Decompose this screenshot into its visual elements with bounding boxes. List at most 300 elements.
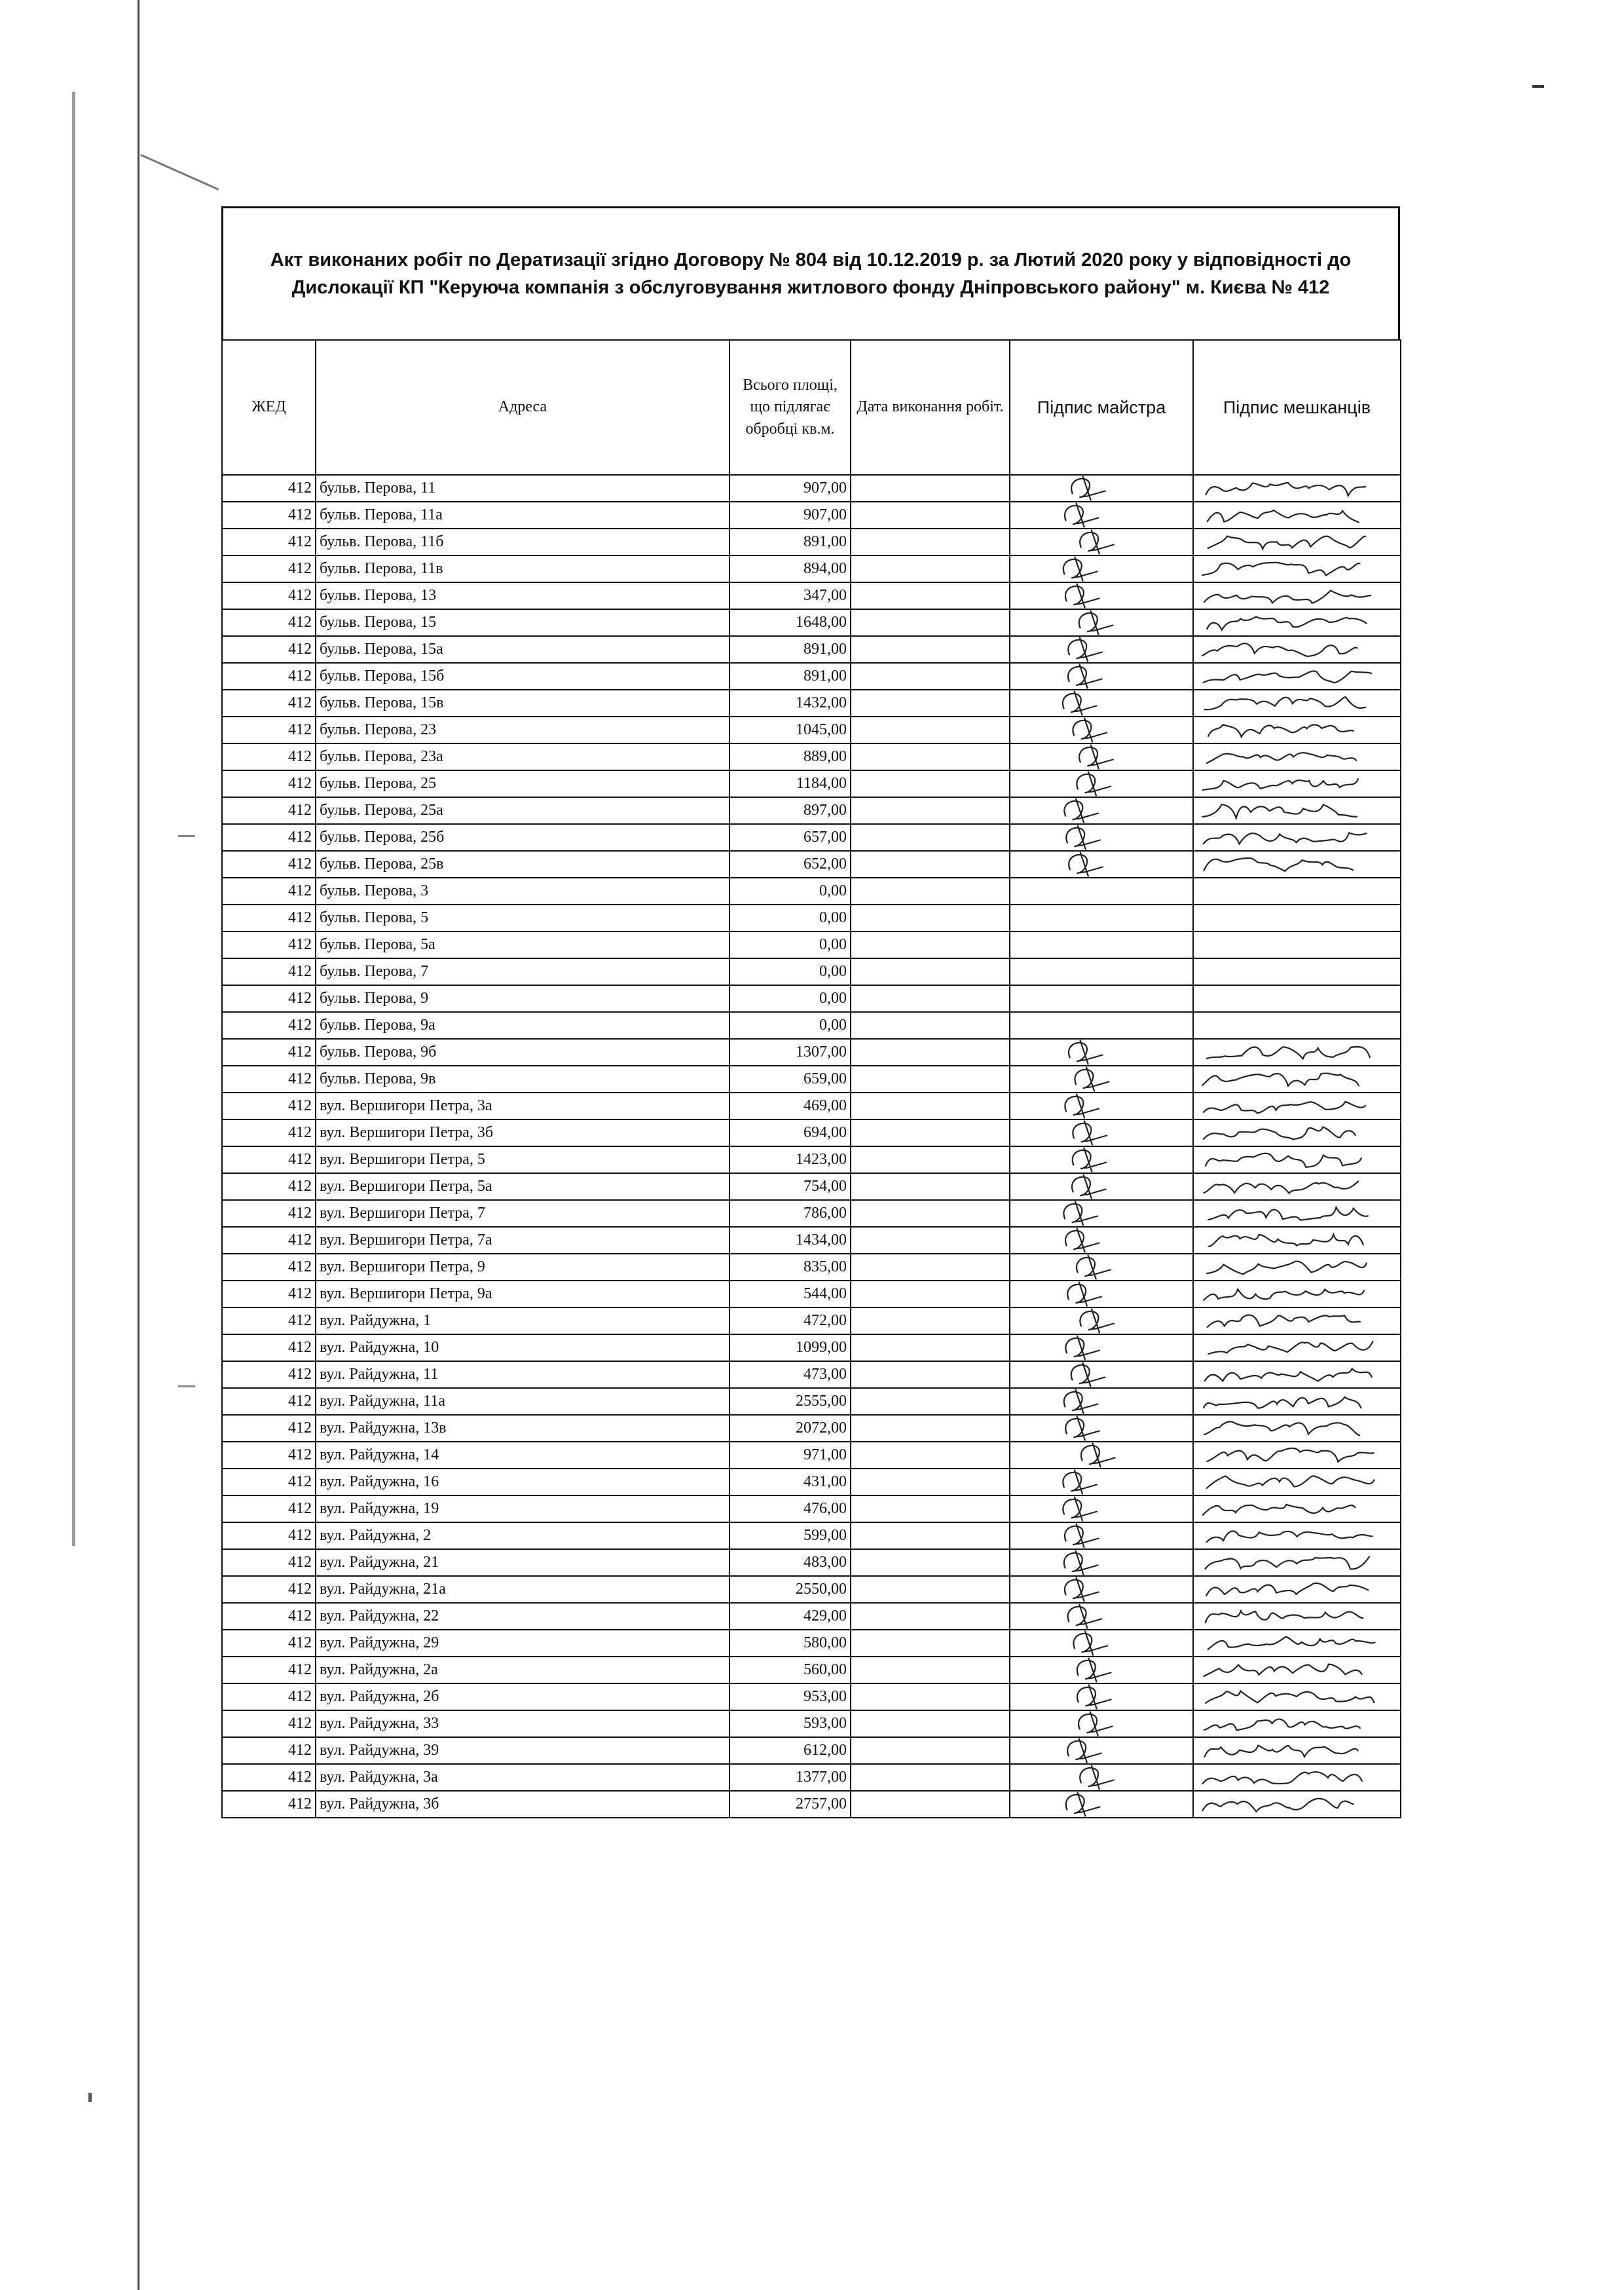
cell-address: вул. Вершигори Петра, 5 — [316, 1146, 729, 1173]
cell-address: вул. Райдужна, 21 — [316, 1549, 729, 1576]
cell-date — [851, 797, 1010, 824]
cell-master-signature — [1010, 1549, 1193, 1576]
table-row — [222, 1415, 1401, 1442]
cell-date — [851, 770, 1010, 797]
cell-master-signature — [1010, 1066, 1193, 1093]
cell-area: 652,00 — [729, 851, 851, 878]
table-row — [222, 1469, 1401, 1495]
cell-residents-signature — [1193, 1549, 1401, 1576]
cell-master-signature — [1010, 1791, 1193, 1818]
master-signature-scrawl — [1014, 1147, 1193, 1173]
table-row — [222, 1254, 1401, 1281]
cell-area: 2072,00 — [729, 1415, 851, 1442]
cell-residents-signature — [1193, 1093, 1401, 1119]
master-signature-scrawl — [1014, 476, 1193, 501]
cell-residents-signature — [1193, 1630, 1401, 1657]
cell-date — [851, 1307, 1010, 1334]
master-signature-scrawl — [1014, 1604, 1193, 1629]
cell-zhed: 412 — [222, 1012, 316, 1039]
cell-address: бульв. Перова, 25в — [316, 851, 729, 878]
cell-master-signature — [1010, 1442, 1193, 1469]
cell-date — [851, 502, 1010, 529]
cell-area: 1377,00 — [729, 1764, 851, 1791]
cell-area: 894,00 — [729, 555, 851, 582]
cell-residents-signature — [1193, 1710, 1401, 1737]
cell-residents-signature — [1193, 502, 1401, 529]
cell-master-signature — [1010, 1576, 1193, 1603]
cell-date — [851, 958, 1010, 985]
cell-master-signature — [1010, 1254, 1193, 1281]
cell-address: вул. Райдужна, 3б — [316, 1791, 729, 1818]
resident-signature-scrawl — [1197, 1228, 1401, 1253]
master-signature-scrawl — [1014, 1496, 1193, 1522]
table-row — [222, 958, 1401, 985]
cell-area: 612,00 — [729, 1737, 851, 1764]
table-header — [222, 340, 1401, 475]
table-row — [222, 878, 1401, 905]
cell-area: 593,00 — [729, 1710, 851, 1737]
table-row — [222, 985, 1401, 1012]
cell-zhed: 412 — [222, 1791, 316, 1818]
cell-address: вул. Райдужна, 2б — [316, 1683, 729, 1710]
table-row — [222, 717, 1401, 743]
cell-zhed: 412 — [222, 1603, 316, 1630]
table-row — [222, 582, 1401, 609]
table-row — [222, 824, 1401, 851]
resident-signature-scrawl — [1197, 1604, 1401, 1629]
header-zhed: ЖЕД — [222, 340, 316, 475]
cell-residents-signature — [1193, 1200, 1401, 1227]
resident-signature-scrawl — [1197, 1765, 1401, 1790]
cell-zhed: 412 — [222, 1737, 316, 1764]
cell-address: бульв. Перова, 5а — [316, 931, 729, 958]
cell-zhed: 412 — [222, 1227, 316, 1254]
cell-zhed: 412 — [222, 690, 316, 717]
cell-area: 1423,00 — [729, 1146, 851, 1173]
cell-zhed: 412 — [222, 743, 316, 770]
cell-residents-signature — [1193, 1281, 1401, 1307]
resident-signature-scrawl — [1197, 1442, 1401, 1468]
cell-date — [851, 1683, 1010, 1710]
cell-area: 2555,00 — [729, 1388, 851, 1415]
cell-date — [851, 1227, 1010, 1254]
cell-master-signature — [1010, 1200, 1193, 1227]
table-row — [222, 770, 1401, 797]
cell-date — [851, 743, 1010, 770]
cell-master-signature — [1010, 1603, 1193, 1630]
cell-date — [851, 1093, 1010, 1119]
cell-address: вул. Вершигори Петра, 7а — [316, 1227, 729, 1254]
cell-area: 657,00 — [729, 824, 851, 851]
cell-address: бульв. Перова, 15 — [316, 609, 729, 636]
cell-date — [851, 1012, 1010, 1039]
cell-area: 1432,00 — [729, 690, 851, 717]
cell-master-signature — [1010, 1657, 1193, 1683]
cell-master-signature — [1010, 1307, 1193, 1334]
cell-address: бульв. Перова, 11 — [316, 475, 729, 502]
cell-master-signature — [1010, 475, 1193, 502]
table-row — [222, 1307, 1401, 1334]
resident-signature-scrawl — [1197, 825, 1401, 850]
resident-signature-scrawl — [1197, 1147, 1401, 1173]
cell-residents-signature — [1193, 824, 1401, 851]
table-row — [222, 1012, 1401, 1039]
scan-dash — [1532, 85, 1544, 88]
cell-address: вул. Райдужна, 19 — [316, 1495, 729, 1522]
master-signature-scrawl — [1014, 825, 1193, 850]
master-signature-scrawl — [1014, 1228, 1193, 1253]
cell-zhed: 412 — [222, 663, 316, 690]
cell-area: 891,00 — [729, 663, 851, 690]
header-area: Всього площі, що підлягає обробці кв.м. — [729, 340, 851, 475]
cell-area: 0,00 — [729, 985, 851, 1012]
table-row — [222, 663, 1401, 690]
master-signature-scrawl — [1014, 502, 1193, 528]
resident-signature-scrawl — [1197, 1040, 1401, 1065]
master-signature-scrawl — [1014, 529, 1193, 555]
cell-zhed: 412 — [222, 1576, 316, 1603]
table-body — [222, 475, 1401, 1818]
cell-residents-signature — [1193, 905, 1401, 931]
cell-date — [851, 1710, 1010, 1737]
table-row — [222, 475, 1401, 502]
table-row — [222, 1576, 1401, 1603]
cell-area: 580,00 — [729, 1630, 851, 1657]
cell-address: вул. Райдужна, 33 — [316, 1710, 729, 1737]
cell-date — [851, 1334, 1010, 1361]
cell-area: 429,00 — [729, 1603, 851, 1630]
cell-area: 889,00 — [729, 743, 851, 770]
cell-master-signature — [1010, 1388, 1193, 1415]
master-signature-scrawl — [1014, 771, 1193, 797]
cell-area: 907,00 — [729, 502, 851, 529]
cell-date — [851, 529, 1010, 555]
cell-residents-signature — [1193, 1522, 1401, 1549]
resident-signature-scrawl — [1197, 1281, 1401, 1307]
master-signature-scrawl — [1014, 852, 1193, 877]
cell-area: 1307,00 — [729, 1039, 851, 1066]
cell-master-signature — [1010, 582, 1193, 609]
cell-address: бульв. Перова, 3 — [316, 878, 729, 905]
table-row — [222, 529, 1401, 555]
resident-signature-scrawl — [1197, 1416, 1401, 1441]
cell-area: 472,00 — [729, 1307, 851, 1334]
cell-date — [851, 878, 1010, 905]
cell-date — [851, 851, 1010, 878]
scan-margin-line — [138, 0, 139, 2290]
cell-date — [851, 1442, 1010, 1469]
cell-address: вул. Вершигори Петра, 3а — [316, 1093, 729, 1119]
master-signature-scrawl — [1014, 1308, 1193, 1334]
cell-area: 431,00 — [729, 1469, 851, 1495]
cell-date — [851, 1549, 1010, 1576]
cell-residents-signature — [1193, 1576, 1401, 1603]
cell-residents-signature — [1193, 1227, 1401, 1254]
resident-signature-scrawl — [1197, 717, 1401, 743]
cell-zhed: 412 — [222, 1254, 316, 1281]
resident-signature-scrawl — [1197, 798, 1401, 823]
resident-signature-scrawl — [1197, 583, 1401, 609]
cell-area: 483,00 — [729, 1549, 851, 1576]
cell-zhed: 412 — [222, 1469, 316, 1495]
cell-area: 891,00 — [729, 529, 851, 555]
master-signature-scrawl — [1014, 744, 1193, 770]
cell-date — [851, 1415, 1010, 1442]
cell-zhed: 412 — [222, 1495, 316, 1522]
cell-residents-signature — [1193, 1334, 1401, 1361]
cell-master-signature — [1010, 690, 1193, 717]
cell-zhed: 412 — [222, 851, 316, 878]
cell-master-signature — [1010, 1630, 1193, 1657]
cell-residents-signature — [1193, 1737, 1401, 1764]
cell-residents-signature — [1193, 1307, 1401, 1334]
resident-signature-scrawl — [1197, 744, 1401, 770]
resident-signature-scrawl — [1197, 556, 1401, 582]
cell-master-signature — [1010, 743, 1193, 770]
cell-master-signature — [1010, 1119, 1193, 1146]
scan-tick — [178, 1385, 195, 1387]
cell-area: 0,00 — [729, 931, 851, 958]
cell-area: 953,00 — [729, 1683, 851, 1710]
cell-master-signature — [1010, 1281, 1193, 1307]
master-signature-scrawl — [1014, 1442, 1193, 1468]
resident-signature-scrawl — [1197, 529, 1401, 555]
cell-address: бульв. Перова, 11а — [316, 502, 729, 529]
cell-residents-signature — [1193, 1683, 1401, 1710]
cell-master-signature — [1010, 985, 1193, 1012]
master-signature-scrawl — [1014, 1792, 1193, 1817]
scan-tick — [178, 835, 195, 837]
cell-date — [851, 1388, 1010, 1415]
cell-master-signature — [1010, 502, 1193, 529]
cell-date — [851, 1522, 1010, 1549]
cell-area: 971,00 — [729, 1442, 851, 1469]
cell-zhed: 412 — [222, 1361, 316, 1388]
cell-address: бульв. Перова, 5 — [316, 905, 729, 931]
cell-address: вул. Райдужна, 2а — [316, 1657, 729, 1683]
cell-master-signature — [1010, 1495, 1193, 1522]
cell-master-signature — [1010, 1683, 1193, 1710]
resident-signature-scrawl — [1197, 1684, 1401, 1710]
cell-address: бульв. Перова, 13 — [316, 582, 729, 609]
cell-residents-signature — [1193, 1066, 1401, 1093]
cell-zhed: 412 — [222, 1119, 316, 1146]
table-row — [222, 1549, 1401, 1576]
cell-residents-signature — [1193, 1361, 1401, 1388]
master-signature-scrawl — [1014, 1550, 1193, 1575]
cell-area: 2550,00 — [729, 1576, 851, 1603]
cell-residents-signature — [1193, 931, 1401, 958]
master-signature-scrawl — [1014, 690, 1193, 716]
cell-zhed: 412 — [222, 931, 316, 958]
cell-date — [851, 1495, 1010, 1522]
cell-residents-signature — [1193, 475, 1401, 502]
cell-zhed: 412 — [222, 1173, 316, 1200]
cell-residents-signature — [1193, 555, 1401, 582]
master-signature-scrawl — [1014, 1281, 1193, 1307]
cell-date — [851, 1281, 1010, 1307]
cell-residents-signature — [1193, 770, 1401, 797]
table-row — [222, 1119, 1401, 1146]
cell-address: вул. Райдужна, 2 — [316, 1522, 729, 1549]
cell-zhed: 412 — [222, 555, 316, 582]
table-row — [222, 1146, 1401, 1173]
cell-zhed: 412 — [222, 1764, 316, 1791]
table-row — [222, 502, 1401, 529]
cell-residents-signature — [1193, 985, 1401, 1012]
table-row — [222, 1657, 1401, 1683]
table-row — [222, 1683, 1401, 1710]
cell-date — [851, 985, 1010, 1012]
cell-zhed: 412 — [222, 1549, 316, 1576]
master-signature-scrawl — [1014, 1040, 1193, 1065]
cell-master-signature — [1010, 1469, 1193, 1495]
cell-zhed: 412 — [222, 797, 316, 824]
cell-master-signature — [1010, 1737, 1193, 1764]
resident-signature-scrawl — [1197, 476, 1401, 501]
cell-address: вул. Райдужна, 13в — [316, 1415, 729, 1442]
cell-area: 907,00 — [729, 475, 851, 502]
cell-residents-signature — [1193, 1388, 1401, 1415]
resident-signature-scrawl — [1197, 1577, 1401, 1602]
table-row — [222, 1388, 1401, 1415]
cell-master-signature — [1010, 931, 1193, 958]
cell-address: вул. Райдужна, 3а — [316, 1764, 729, 1791]
cell-address: вул. Вершигори Петра, 5а — [316, 1173, 729, 1200]
resident-signature-scrawl — [1197, 1792, 1401, 1817]
cell-residents-signature — [1193, 1657, 1401, 1683]
master-signature-scrawl — [1014, 1657, 1193, 1683]
cell-zhed: 412 — [222, 1442, 316, 1469]
cell-residents-signature — [1193, 1173, 1401, 1200]
master-signature-scrawl — [1014, 1174, 1193, 1199]
cell-address: вул. Вершигори Петра, 7 — [316, 1200, 729, 1227]
cell-residents-signature — [1193, 1039, 1401, 1066]
document-title: Акт виконаних робіт по Дератизації згідно Договору № 804 від 10.12.2019 р. за Лютий 2020 року у відповідності до Дислокації КП "Керуюча компанія з обслуговування житлового фонду Дніпровського району" м. Києва № 412 — [221, 206, 1400, 339]
cell-master-signature — [1010, 1334, 1193, 1361]
master-signature-scrawl — [1014, 1765, 1193, 1790]
cell-residents-signature — [1193, 1495, 1401, 1522]
cell-area: 0,00 — [729, 1012, 851, 1039]
cell-date — [851, 1254, 1010, 1281]
master-signature-scrawl — [1014, 1577, 1193, 1602]
resident-signature-scrawl — [1197, 1120, 1401, 1146]
cell-address: бульв. Перова, 11б — [316, 529, 729, 555]
table-row — [222, 1442, 1401, 1469]
master-signature-scrawl — [1014, 1469, 1193, 1495]
cell-date — [851, 1039, 1010, 1066]
cell-area: 599,00 — [729, 1522, 851, 1549]
cell-zhed: 412 — [222, 636, 316, 663]
table-row — [222, 905, 1401, 931]
cell-date — [851, 1146, 1010, 1173]
cell-address: вул. Райдужна, 11а — [316, 1388, 729, 1415]
master-signature-scrawl — [1014, 798, 1193, 823]
master-signature-scrawl — [1014, 1523, 1193, 1549]
resident-signature-scrawl — [1197, 664, 1401, 689]
table-row — [222, 1334, 1401, 1361]
cell-address: вул. Райдужна, 10 — [316, 1334, 729, 1361]
cell-date — [851, 931, 1010, 958]
cell-address: бульв. Перова, 23а — [316, 743, 729, 770]
cell-address: бульв. Перова, 25б — [316, 824, 729, 851]
master-signature-scrawl — [1014, 1335, 1193, 1361]
cell-master-signature — [1010, 529, 1193, 555]
cell-master-signature — [1010, 1764, 1193, 1791]
master-signature-scrawl — [1014, 717, 1193, 743]
cell-zhed: 412 — [222, 717, 316, 743]
master-signature-scrawl — [1014, 1066, 1193, 1092]
table-row — [222, 931, 1401, 958]
cell-residents-signature — [1193, 1469, 1401, 1495]
cell-area: 560,00 — [729, 1657, 851, 1683]
cell-address: бульв. Перова, 25 — [316, 770, 729, 797]
table-row — [222, 1737, 1401, 1764]
cell-zhed: 412 — [222, 1415, 316, 1442]
cell-residents-signature — [1193, 1254, 1401, 1281]
table-row — [222, 690, 1401, 717]
cell-date — [851, 1066, 1010, 1093]
scan-streak — [140, 154, 219, 191]
cell-date — [851, 1200, 1010, 1227]
master-signature-scrawl — [1014, 1362, 1193, 1387]
cell-area: 1434,00 — [729, 1227, 851, 1254]
master-signature-scrawl — [1014, 1389, 1193, 1414]
cell-date — [851, 905, 1010, 931]
cell-area: 0,00 — [729, 905, 851, 931]
cell-master-signature — [1010, 555, 1193, 582]
resident-signature-scrawl — [1197, 1335, 1401, 1361]
cell-address: бульв. Перова, 9 — [316, 985, 729, 1012]
scan-dot — [88, 2093, 92, 2102]
cell-master-signature — [1010, 905, 1193, 931]
cell-address: вул. Вершигори Петра, 9а — [316, 1281, 729, 1307]
cell-date — [851, 1737, 1010, 1764]
resident-signature-scrawl — [1197, 1630, 1401, 1656]
cell-area: 476,00 — [729, 1495, 851, 1522]
cell-area: 694,00 — [729, 1119, 851, 1146]
cell-area: 1184,00 — [729, 770, 851, 797]
resident-signature-scrawl — [1197, 1657, 1401, 1683]
cell-master-signature — [1010, 663, 1193, 690]
cell-address: вул. Райдужна, 16 — [316, 1469, 729, 1495]
cell-residents-signature — [1193, 851, 1401, 878]
cell-zhed: 412 — [222, 905, 316, 931]
cell-zhed: 412 — [222, 1522, 316, 1549]
act-table — [221, 339, 1401, 1818]
master-signature-scrawl — [1014, 1630, 1193, 1656]
cell-area: 544,00 — [729, 1281, 851, 1307]
table-row — [222, 797, 1401, 824]
resident-signature-scrawl — [1197, 1362, 1401, 1387]
cell-address: бульв. Перова, 15в — [316, 690, 729, 717]
cell-zhed: 412 — [222, 475, 316, 502]
resident-signature-scrawl — [1197, 1201, 1401, 1226]
table-row — [222, 1630, 1401, 1657]
resident-signature-scrawl — [1197, 690, 1401, 716]
cell-date — [851, 1791, 1010, 1818]
table-row — [222, 1603, 1401, 1630]
cell-master-signature — [1010, 824, 1193, 851]
header-address: Адреса — [316, 340, 729, 475]
cell-residents-signature — [1193, 582, 1401, 609]
cell-zhed: 412 — [222, 1630, 316, 1657]
resident-signature-scrawl — [1197, 1523, 1401, 1549]
cell-area: 1045,00 — [729, 717, 851, 743]
cell-date — [851, 1469, 1010, 1495]
cell-zhed: 412 — [222, 824, 316, 851]
master-signature-scrawl — [1014, 1120, 1193, 1146]
